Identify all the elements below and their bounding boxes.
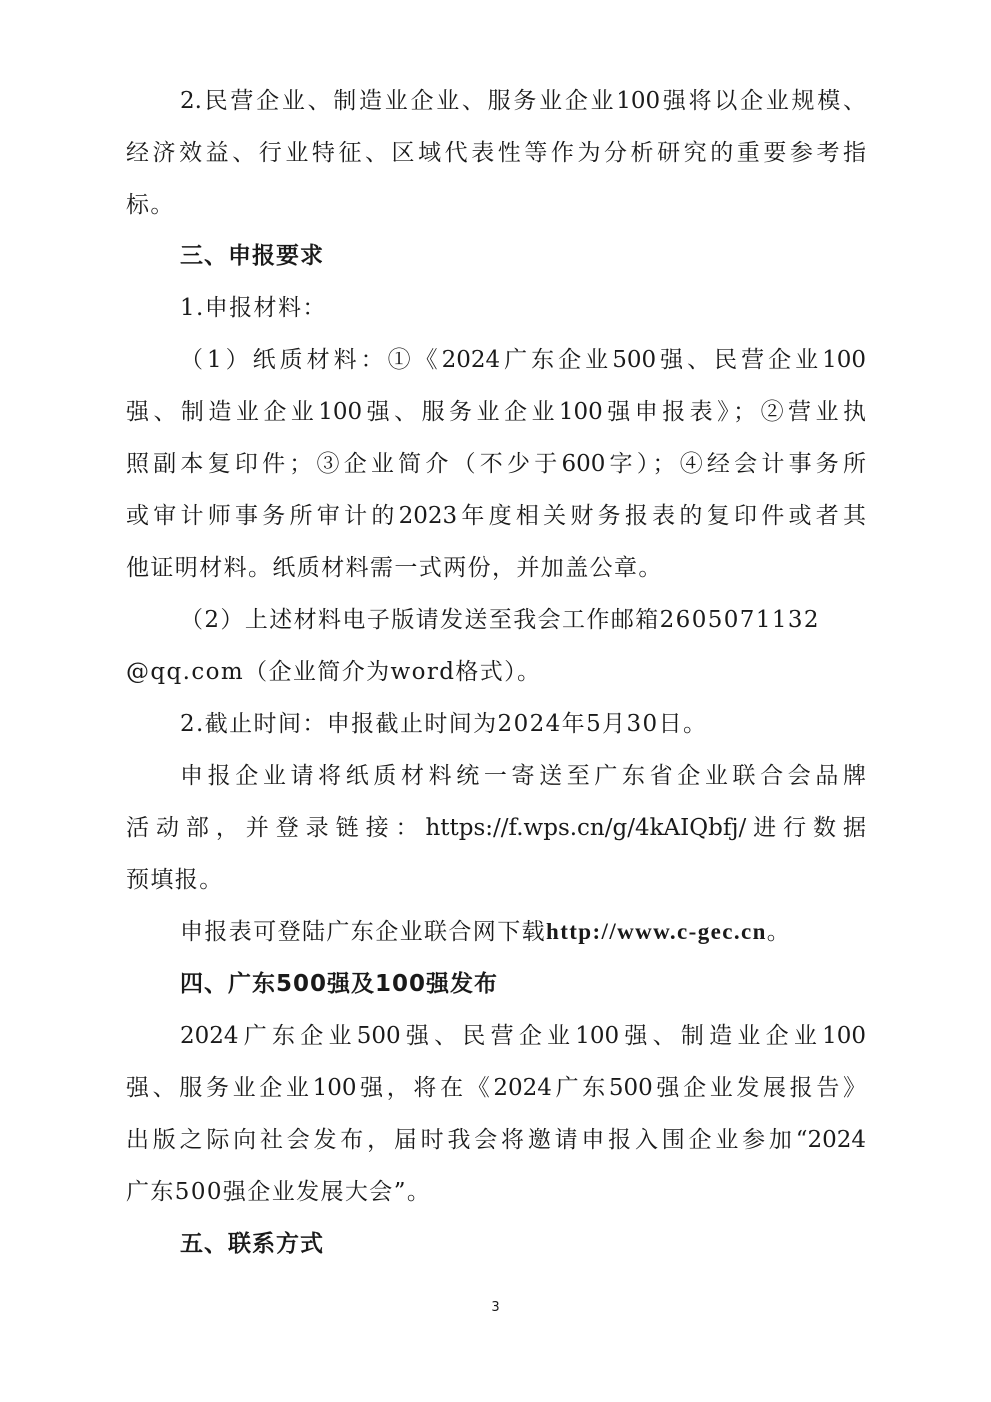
- paragraph-line: 广东500强企业发展大会”。: [126, 1179, 432, 1205]
- paragraph-line: 标。: [126, 192, 175, 218]
- paragraph-line: 经济效益、行业特征、区域代表性等作为分析研究的重要参考指: [126, 140, 866, 166]
- paragraph-line: 申报企业请将纸质材料统一寄送至广东省企业联合会品牌: [180, 763, 866, 789]
- paragraph-line: 预填报。: [126, 867, 224, 893]
- paragraph-line: 活动部，并登录链接：https://f.wps.cn/g/4kAIQbfj/进行数据: [126, 815, 866, 841]
- paragraph-line: 2.截止时间：申报截止时间为2024年5月30日。: [180, 711, 708, 737]
- page-number: 3: [491, 1300, 500, 1315]
- download-text: 申报表可登陆广东企业联合网下载: [180, 919, 546, 945]
- download-line: [180, 917, 791, 947]
- paragraph-line: @qq.com（企业简介为word格式）。: [126, 659, 542, 685]
- paragraph-line: 他证明材料。纸质材料需一式两份，并加盖公章。: [126, 555, 663, 581]
- paragraph-line: （2）上述材料电子版请发送至我会工作邮箱2605071132: [180, 607, 820, 633]
- paragraph-line: 或审计师事务所审计的2023年度相关财务报表的复印件或者其: [126, 503, 866, 529]
- section-heading: 五、联系方式: [180, 1231, 324, 1257]
- section-heading: 四、广东500强及100强发布: [180, 971, 499, 997]
- paragraph-line: 强、服务业企业100强，将在《2024广东500强企业发展报告》: [126, 1075, 866, 1101]
- paragraph-line: 出版之际向社会发布，届时我会将邀请申报入围企业参加“2024: [126, 1127, 866, 1153]
- download-end-punct: 。: [766, 919, 792, 945]
- download-link[interactable]: http://www.c-gec.cn: [546, 919, 767, 944]
- paragraph-line: 照副本复印件；③企业简介（不少于600字）；④经会计事务所: [126, 451, 866, 477]
- paragraph-line: 2.民营企业、制造业企业、服务业企业100强将以企业规模、: [180, 88, 866, 114]
- paragraph-line: 1.申报材料：: [180, 295, 327, 321]
- section-heading: 三、申报要求: [180, 243, 324, 269]
- paragraph-line: （1）纸质材料：①《2024广东企业500强、民营企业100: [180, 347, 866, 373]
- paragraph-line: 强、制造业企业100强、服务业企业100强申报表》；②营业执: [126, 399, 866, 425]
- paragraph-line: 2024广东企业500强、民营企业100强、制造业企业100: [180, 1023, 866, 1049]
